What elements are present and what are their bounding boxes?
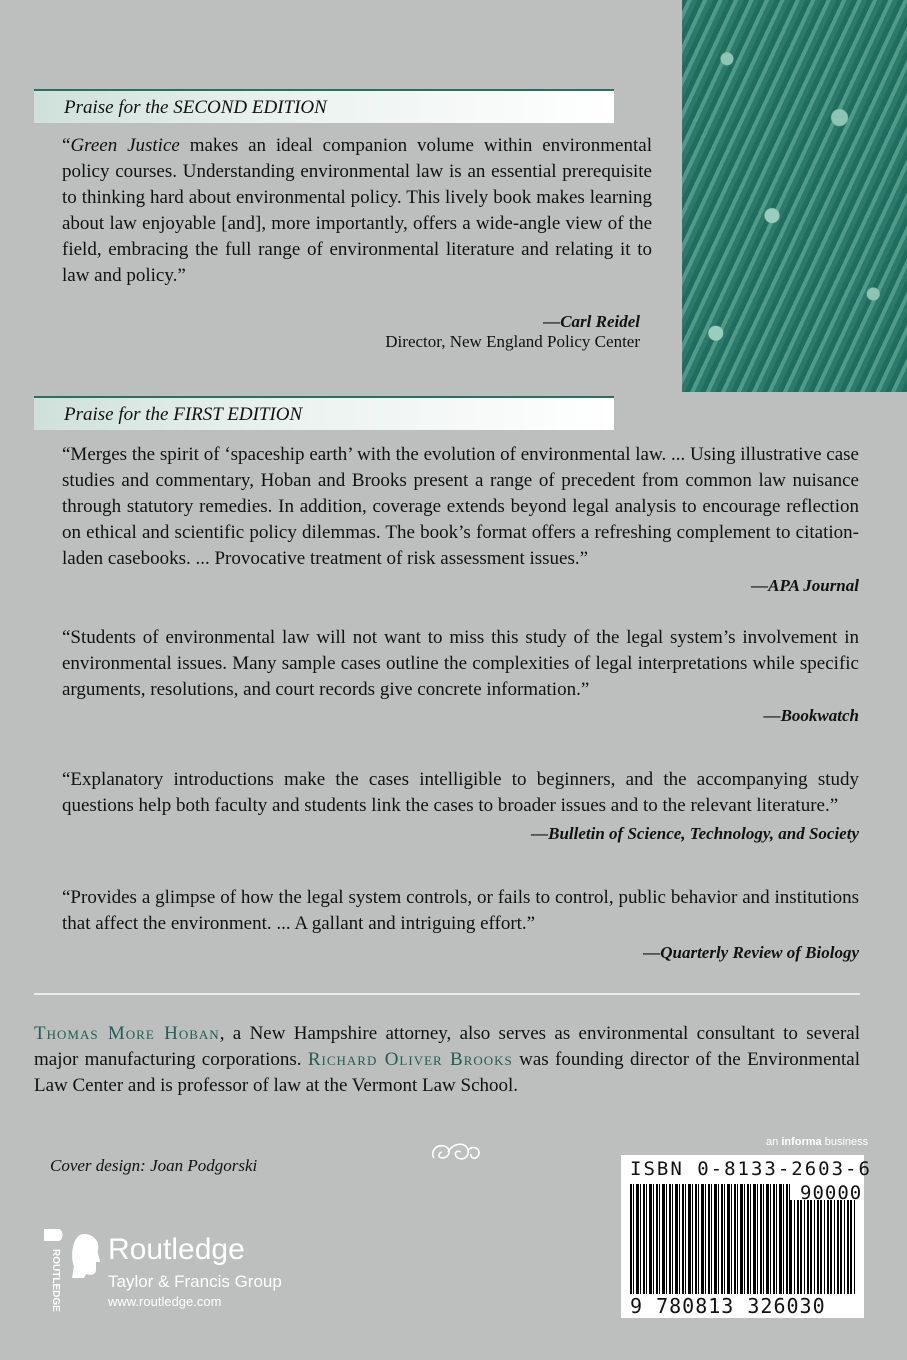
first-edition-heading: Praise for the FIRST EDITION xyxy=(34,396,614,430)
review-1-text: “Merges the spirit of ‘spaceship earth’ with the evolution of environmental law. ... Using illustrative case studies and commentary, Hoban and Brooks present a range of precedent from common law nuisance through statutory remedies. In addition, coverage extends beyond legal analysis to encourage reflection on ethical and scientific policy dilemmas. The book’s format offers a refreshing complement to citation-laden casebooks. ... Provocative treatment of risk assessment issues.” xyxy=(62,444,859,569)
routledge-vertical-logo xyxy=(40,1227,66,1312)
author-bio-1: , a New Hampshire attorney, also serves as environmental consultant to several major manufacturing corporations. xyxy=(34,1023,860,1070)
forest-photo xyxy=(682,0,907,392)
quote-open: “ xyxy=(62,135,71,156)
routledge-vertical-text: ROUTLEDGE xyxy=(50,1249,61,1312)
informa-brand: informa xyxy=(781,1136,822,1148)
ornament-icon xyxy=(428,1138,484,1166)
informa-prefix: an xyxy=(766,1136,779,1148)
second-edition-quote xyxy=(62,133,652,289)
review-1-source: —APA Journal xyxy=(751,576,859,595)
author-name-2: Richard Oliver Brooks xyxy=(307,1049,513,1070)
second-edition-heading: Praise for the SECOND EDITION xyxy=(34,89,614,123)
informa-suffix: business xyxy=(824,1136,869,1148)
publisher-url[interactable]: www.routledge.com xyxy=(108,1294,222,1309)
review-2-source: —Bookwatch xyxy=(763,706,859,725)
barcode-supplement-bars xyxy=(790,1200,856,1294)
second-edition-title: Director, New England Policy Center xyxy=(385,332,640,351)
divider xyxy=(34,993,860,995)
review-4-text: “Provides a glimpse of how the legal system controls, or fails to control, public behavior and institutions that affect the environment. ... A gallant and intriguing effort.” xyxy=(62,887,859,934)
routledge-head-icon xyxy=(70,1232,102,1278)
book-title: Green Justice xyxy=(70,135,180,156)
ean-text: 9 780813 326030 xyxy=(630,1294,826,1318)
publisher-group: Taylor & Francis Group xyxy=(108,1272,282,1291)
author-name-1: Thomas More Hoban xyxy=(34,1023,220,1044)
review-3-text: “Explanatory introductions make the cases intelligible to beginners, and the accompanying study questions help both faculty and students link the cases to broader issues and to the relevant literature.” xyxy=(62,769,859,816)
quote-body: makes an ideal companion volume within environmental policy courses. Understanding environmental law is an essential prerequisite to thinking hard about environmental policy. This lively book makes learning about law enjoyable [and], more importantly, offers a wide-angle view of the field, embracing the full range of environmental literature and relating it to law and policy.” xyxy=(62,135,652,286)
author-bio-2: was founding director of the Environmental Law Center and is professor of law at the Vermont Law School. xyxy=(34,1049,860,1096)
author-bio xyxy=(34,1021,860,1099)
cover-design-credit: Cover design: Joan Podgorski xyxy=(50,1156,258,1175)
second-edition-attribution: —Carl Reidel xyxy=(543,312,640,331)
review-3-source: —Bulletin of Science, Technology, and Society xyxy=(531,824,859,843)
review-4-source: —Quarterly Review of Biology xyxy=(643,943,859,962)
informa-label xyxy=(766,1136,868,1148)
barcode-supplement-text: 90000 xyxy=(800,1182,863,1204)
review-2-text: “Students of environmental law will not want to miss this study of the legal system’s involvement in environmental issues. Many sample cases outline the complexities of legal interpretations while specific arguments, resolutions, and court records give concrete information.” xyxy=(62,627,859,700)
isbn-text: ISBN 0-8133-2603-6 xyxy=(630,1158,872,1180)
publisher-name: Routledge xyxy=(108,1233,245,1266)
